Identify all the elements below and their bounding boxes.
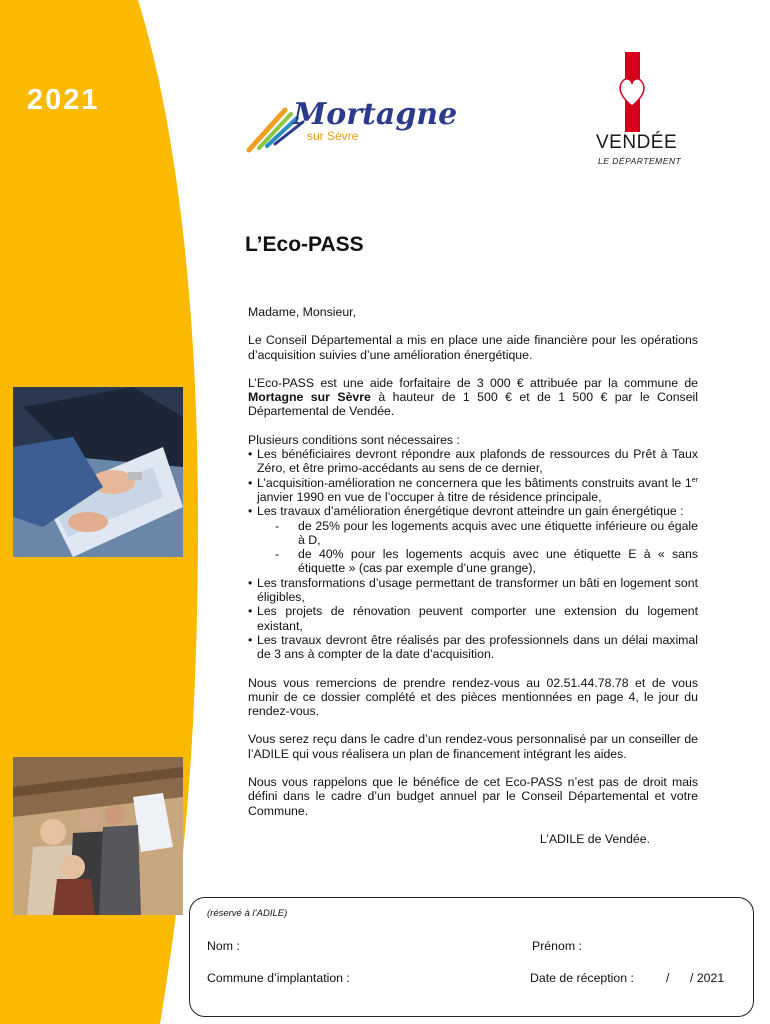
condition-text: L’acquisition-amélioration ne concernera que les bâtiments construits avant le 1 [257,475,692,490]
dash: - [275,547,280,562]
paragraph-intro: Le Conseil Départemental a mis en place une aide financière pour les opérations d’acquisition suivies d’une amélioration énergétique. [248,333,698,362]
conditions-list [248,447,698,661]
condition-text: janvier 1990 en vue de l’occuper à titre de résidence principale, [257,489,602,504]
nom-field[interactable]: Nom : [207,939,240,953]
prenom-field[interactable]: Prénom : [532,939,582,953]
vendee-logo [590,50,690,170]
condition-item: • Les travaux devront être réalisés par des professionnels dans un délai maximal de 3 ans à compter de la date d’acquisition. [248,633,698,662]
commune-name: Mortagne sur Sèvre [248,390,371,405]
commune-field[interactable]: Commune d’implantation : [207,971,350,985]
vendee-logo-sub: LE DÉPARTEMENT [598,156,682,166]
mortagne-logo [245,88,458,158]
conditions-intro: Plusieurs conditions sont nécessaires : [248,432,460,447]
condition-item: • Les transformations d’usage permettant de transformer un bâti en logement sont éligibles, [248,576,698,605]
energy-gain-item [257,547,698,576]
condition-text: Les travaux d’amélioration énergétique devront atteindre un gain énergétique : [257,504,684,519]
visit-photo [13,757,183,915]
dash: - [275,518,280,533]
date-year: / 2021 [690,971,725,985]
date-separator: / [666,971,670,985]
reserved-note: (réservé à l’ADILE) [207,908,288,919]
condition-item: • Les bénéficiaires devront répondre aux plafonds de ressources du Prêt à Taux Zéro, et être primo-accédants au sens de ce dernier, [248,447,698,476]
amount-text-end: à hauteur de 1 500 € et de 1 500 € par le Conseil Départemental de Vendée. [248,390,699,419]
condition-item: • Les projets de rénovation peuvent comporter une extension du logement existant, [248,604,698,633]
letter-body [248,305,698,846]
page-title: L’Eco-PASS [245,233,364,256]
mortagne-logo-sub: sur Sèvre [307,129,359,143]
superscript: er [691,476,698,484]
salutation: Madame, Monsieur, [248,305,356,319]
signature: L’ADILE de Vendée. [539,831,650,846]
vendee-logo-name: VENDÉE [596,132,678,153]
paragraph-advisor: Vous serez reçu dans le cadre d’un rendez-vous personnalisé par un conseiller de l’ADILE qui vous réalisera un plan de financement intégrant les aides. [248,732,698,761]
energy-gain-item [257,519,698,548]
vendee-heart-icon [616,68,648,108]
date-field[interactable]: Date de réception : [530,971,634,985]
condition-item [248,504,698,575]
mortagne-logo-name: Mortagne [293,97,458,132]
paragraph-amount [248,376,698,419]
amount-text-start: L’Eco-PASS est une aide forfaitaire de 3 000 € attribuée par la commune de [248,375,698,390]
adile-form-box [189,897,754,1017]
paragraph-appointment: Nous vous remercions de prendre rendez-vous au 02.51.44.78.78 et de vous munir de ce dossier complété et des pièces mentionnées en page 4, le jour du rendez-vous. [248,675,698,719]
energy-gain-text: de 40% pour les logements acquis avec une étiquette E à « sans étiquette » (cas par exemple d’une grange), [298,547,698,576]
paragraph-budget: Nous vous rappelons que le bénéfice de cet Eco-PASS n’est pas de droit mais défini dans le cadre d’un budget annuel par le Conseil Départemental et votre Commune. [248,775,698,818]
energy-gain-text: de 25% pour les logements acquis avec une étiquette inférieure ou égale à D, [298,518,698,547]
condition-item [248,476,698,505]
year-label: 2021 [27,84,100,116]
meeting-photo [13,387,183,557]
energy-gain-list [257,519,698,576]
